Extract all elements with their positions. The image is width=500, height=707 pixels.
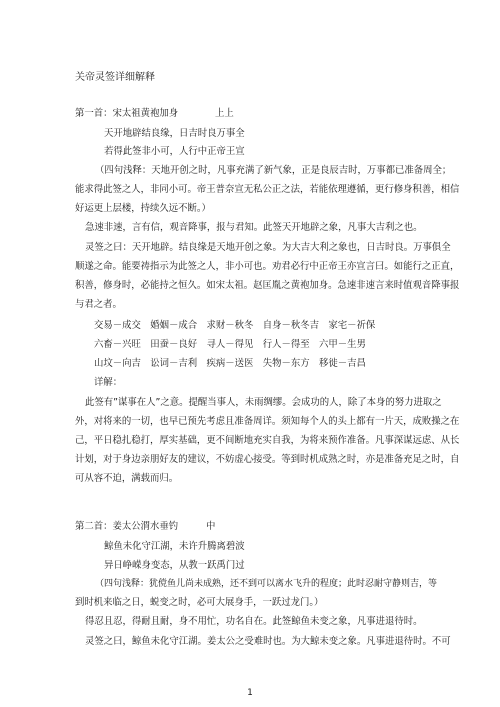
section1-oracle-2: 顺遂之命。能要祷指示为此签之人，非小可也。劝君必行中正帝王亦宣言曰。如能行之正直， — [75, 261, 460, 272]
section1-detail-1: 此签有”谋事在人”之意。提醒当事人，未雨绸缪。会成功的人，除了本身的努力进取之 — [85, 397, 442, 408]
page-number: 1 — [247, 688, 253, 698]
section1-oracle-4: 与君之者。 — [75, 299, 122, 310]
section2-oracle-1: 灵签之曰，鲸鱼未化守江湖。姜太公之受难时也。为大鲸未变之象。凡事进退待时。不可 — [85, 636, 451, 647]
section1-items-row-3: 山坟－向吉 讼词－吉利 疾病－送医 失物－东方 移徙－吉昌 — [94, 358, 366, 369]
section2-explanation-1: （四句浅释：犹傥鱼儿尚未成熟，还不到可以离水飞升的程度；此时忍耐守静则吉，等 — [95, 579, 438, 589]
section2-heading: 第二首：姜太公渭水垂钓 — [75, 521, 179, 532]
section1-detail-5: 可从容不迫，满载而归。 — [75, 473, 179, 484]
section1-items-row-1: 交易－成交 婚姻－成合 求财－秋冬 自身－秋冬吉 家宅－祈保 — [94, 320, 376, 331]
section1-verse-2: 若得此签非小可，人行中正帝王宣 — [104, 146, 245, 157]
section2-verse-2: 异日峥嵘身变态，从教一跃禹门过 — [104, 560, 245, 571]
section1-detail-label: 详解： — [94, 377, 123, 388]
section1-oracle-3: 积善，修身时，必能持之恒久。如宋太祖。赵匡胤之黄袍加身。急速非速言来时值观音降事报 — [75, 280, 460, 291]
section1-verse-1: 天开地辟结良缘，日吉时良万事全 — [104, 128, 245, 139]
section1-detail-3: 己，平日稳扎稳打，厚实基础，更不间断地充实自我，为将来预作准备。凡事深谋远虑、从长 — [75, 435, 460, 446]
section2-verse-1: 鲸鱼未化守江湖，未许升腾离碧波 — [104, 541, 245, 552]
section1-heading: 第一首：宋太祖黄袍加身 — [75, 108, 179, 119]
section2-explanation-2: 到时机来临之日，蜕变之时，必可大展身手，一跃过龙门。） — [75, 597, 324, 608]
section1-explanation-2: 能求得此签之人，非同小可。帝王普奈宣无私公正之法，若能依理遵循，更行修身积善，相信 — [75, 184, 460, 195]
section1-explanation-3: 好运更上层楼，持续久远不断。） — [75, 203, 211, 214]
section2-grade: 中 — [206, 521, 216, 532]
section1-oracle-1: 灵签之曰：天开地辟。结良缘是天地开创之象。为大吉大利之象也，日吉时良。万事俱全 — [85, 242, 451, 253]
section1-items-row-2: 六畜－兴旺 田蚕－良好 寻人－得见 行人－得至 六甲－生男 — [94, 339, 366, 350]
section1-detail-2: 外，对将来的一切，也早已预先考虑且准备周详。须知每个人的头上都有一片天，成败操之在 — [75, 416, 460, 427]
section1-explanation-1: （四句浅释：天地开创之时，凡事充满了新气象，正是良辰吉时，万事都已准备周全； — [95, 165, 452, 176]
section1-grade: 上上 — [215, 108, 234, 119]
section1-detail-4: 计划，对于身边亲朋好友的建议，不妨虚心接受。等到时机成熟之时，亦是准备充足之时，自 — [75, 454, 460, 465]
document-title: 关帝灵签详细解释 — [75, 72, 155, 83]
section1-summary: 急速非速，言有信，观音降事，报与君知。此签天开地辟之象，凡事大吉利之也。 — [85, 222, 423, 233]
section2-summary: 得忍且忍，得耐且耐，身不用忙，功名自在。此签鲸鱼未变之象，凡事进退待时。 — [85, 616, 423, 627]
